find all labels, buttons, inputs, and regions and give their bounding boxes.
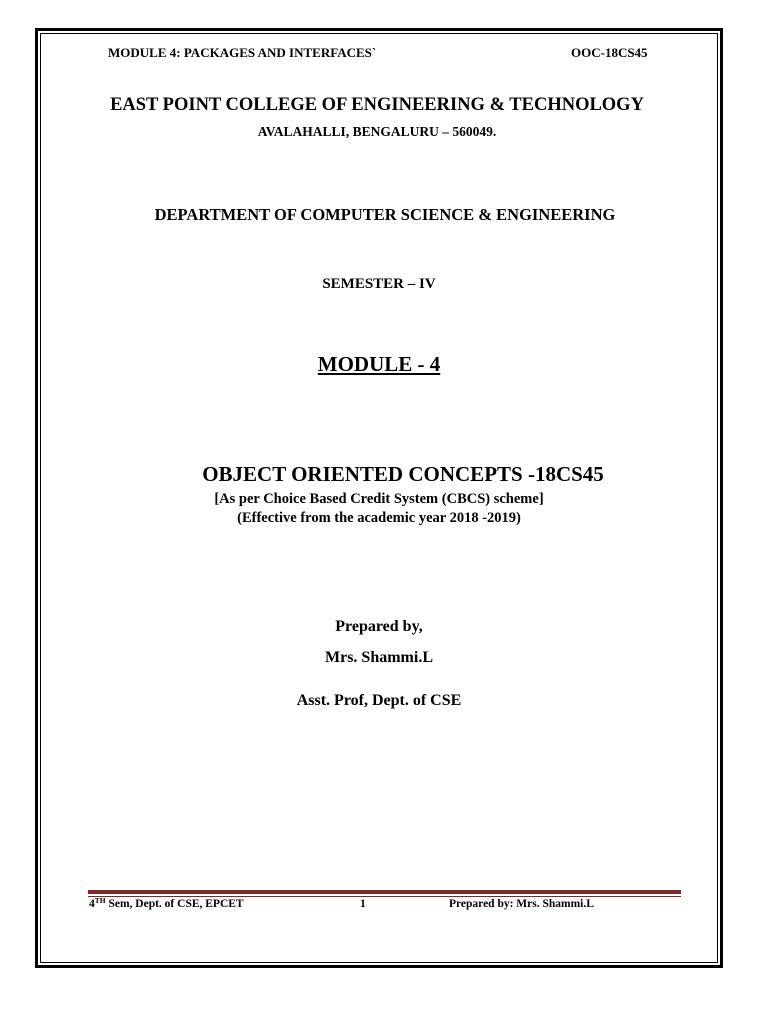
college-address: AVALAHALLI, BENGALURU – 560049. <box>257 124 497 139</box>
semester-label: SEMESTER – IV <box>322 276 436 292</box>
module-heading: MODULE - 4 <box>317 352 441 376</box>
footer-sem-rest: Sem, Dept. of CSE, EPCET <box>105 898 244 910</box>
author-name: Mrs. Shammi.L <box>325 649 433 666</box>
department-name: DEPARTMENT OF COMPUTER SCIENCE & ENGINEERING <box>154 205 616 224</box>
footer-sem-number: 4 <box>89 898 95 910</box>
header-module-title: MODULE 4: PACKAGES AND INTERFACES` <box>108 45 377 60</box>
footer-rule-thick <box>88 890 681 894</box>
footer-prepared-by: Prepared by: Mrs. Shammi.L <box>449 898 594 910</box>
author-designation: Asst. Prof, Dept. of CSE <box>296 692 462 709</box>
footer-semester <box>89 898 244 910</box>
subject-scheme: [As per Choice Based Credit System (CBCS) scheme] <box>214 491 544 507</box>
subject-effective: (Effective from the academic year 2018 -2019) <box>237 510 521 526</box>
subject-title: OBJECT ORIENTED CONCEPTS -18CS45 <box>202 462 604 486</box>
prepared-by-label: Prepared by, <box>335 618 423 635</box>
footer-page-number: 1 <box>360 898 366 910</box>
header-course-code: OOC-18CS45 <box>571 45 648 60</box>
college-name: EAST POINT COLLEGE OF ENGINEERING & TECHNOLOGY <box>110 95 644 115</box>
footer-rule-thin <box>88 896 681 897</box>
footer-sem-superscript: TH <box>94 896 106 905</box>
